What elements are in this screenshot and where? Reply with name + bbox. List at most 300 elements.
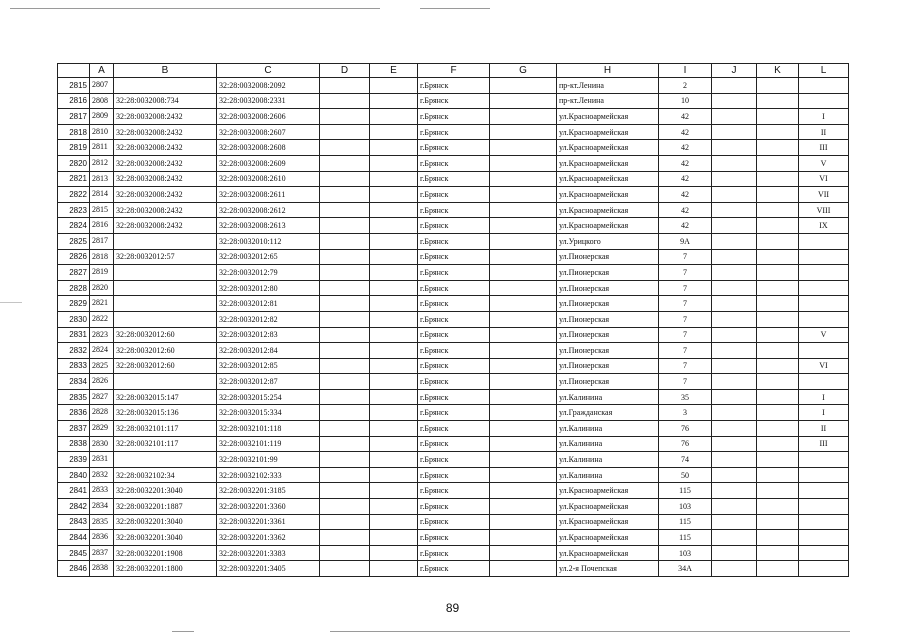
cell-i[interactable]: 35 xyxy=(659,389,712,405)
cell-f[interactable]: г.Брянск xyxy=(418,499,490,515)
cell-c[interactable]: 32:28:0032012:82 xyxy=(217,311,320,327)
row-number[interactable]: 2825 xyxy=(58,233,90,249)
cell-l[interactable] xyxy=(799,452,849,468)
cell-l[interactable] xyxy=(799,483,849,499)
cell-c[interactable]: 32:28:0032008:2609 xyxy=(217,155,320,171)
cell-a[interactable]: 2808 xyxy=(90,93,114,109)
cell-e[interactable] xyxy=(370,452,418,468)
cell-d[interactable] xyxy=(320,514,370,530)
cell-l[interactable] xyxy=(799,296,849,312)
cell-a[interactable]: 2822 xyxy=(90,311,114,327)
cell-h[interactable]: пр-кт.Ленина xyxy=(557,93,659,109)
cell-b[interactable]: 32:28:0032012:60 xyxy=(114,343,217,359)
cell-b[interactable]: 32:28:0032008:2432 xyxy=(114,140,217,156)
cell-l[interactable]: VI xyxy=(799,171,849,187)
cell-f[interactable]: г.Брянск xyxy=(418,405,490,421)
cell-f[interactable]: г.Брянск xyxy=(418,530,490,546)
cell-c[interactable]: 32:28:0032008:2608 xyxy=(217,140,320,156)
cell-d[interactable] xyxy=(320,327,370,343)
cell-h[interactable]: ул.Красноармейская xyxy=(557,155,659,171)
cell-f[interactable]: г.Брянск xyxy=(418,280,490,296)
cell-f[interactable]: г.Брянск xyxy=(418,467,490,483)
cell-l[interactable] xyxy=(799,265,849,281)
cell-d[interactable] xyxy=(320,218,370,234)
cell-k[interactable] xyxy=(757,374,799,390)
cell-h[interactable]: ул.2-я Почепская xyxy=(557,561,659,577)
cell-h[interactable]: ул.Красноармейская xyxy=(557,187,659,203)
cell-b[interactable] xyxy=(114,265,217,281)
cell-j[interactable] xyxy=(712,545,757,561)
cell-c[interactable]: 32:28:0032012:85 xyxy=(217,358,320,374)
cell-i[interactable]: 42 xyxy=(659,202,712,218)
cell-a[interactable]: 2810 xyxy=(90,124,114,140)
cell-g[interactable] xyxy=(490,78,557,94)
cell-a[interactable]: 2825 xyxy=(90,358,114,374)
cell-e[interactable] xyxy=(370,421,418,437)
cell-g[interactable] xyxy=(490,280,557,296)
cell-e[interactable] xyxy=(370,561,418,577)
cell-h[interactable]: ул.Калинина xyxy=(557,389,659,405)
cell-d[interactable] xyxy=(320,343,370,359)
cell-g[interactable] xyxy=(490,155,557,171)
cell-l[interactable]: VIII xyxy=(799,202,849,218)
cell-l[interactable] xyxy=(799,499,849,515)
cell-e[interactable] xyxy=(370,233,418,249)
cell-k[interactable] xyxy=(757,499,799,515)
cell-k[interactable] xyxy=(757,187,799,203)
cell-d[interactable] xyxy=(320,530,370,546)
cell-f[interactable]: г.Брянск xyxy=(418,452,490,468)
cell-e[interactable] xyxy=(370,218,418,234)
cell-j[interactable] xyxy=(712,124,757,140)
cell-f[interactable]: г.Брянск xyxy=(418,249,490,265)
cell-c[interactable]: 32:28:0032008:2613 xyxy=(217,218,320,234)
cell-k[interactable] xyxy=(757,280,799,296)
cell-j[interactable] xyxy=(712,296,757,312)
cell-f[interactable]: г.Брянск xyxy=(418,343,490,359)
cell-e[interactable] xyxy=(370,499,418,515)
cell-k[interactable] xyxy=(757,296,799,312)
cell-e[interactable] xyxy=(370,483,418,499)
cell-j[interactable] xyxy=(712,187,757,203)
cell-k[interactable] xyxy=(757,249,799,265)
cell-h[interactable]: ул.Пионерская xyxy=(557,327,659,343)
cell-j[interactable] xyxy=(712,421,757,437)
column-header-k[interactable]: K xyxy=(757,64,799,78)
cell-h[interactable]: ул.Красноармейская xyxy=(557,140,659,156)
cell-b[interactable]: 32:28:0032012:57 xyxy=(114,249,217,265)
row-number[interactable]: 2830 xyxy=(58,311,90,327)
cell-k[interactable] xyxy=(757,561,799,577)
cell-a[interactable]: 2834 xyxy=(90,499,114,515)
column-header-l[interactable]: L xyxy=(799,64,849,78)
cell-l[interactable]: I xyxy=(799,405,849,421)
cell-k[interactable] xyxy=(757,218,799,234)
row-number[interactable]: 2841 xyxy=(58,483,90,499)
cell-f[interactable]: г.Брянск xyxy=(418,421,490,437)
cell-d[interactable] xyxy=(320,155,370,171)
cell-d[interactable] xyxy=(320,467,370,483)
cell-c[interactable]: 32:28:0032012:81 xyxy=(217,296,320,312)
cell-h[interactable]: ул.Красноармейская xyxy=(557,483,659,499)
cell-f[interactable]: г.Брянск xyxy=(418,389,490,405)
cell-j[interactable] xyxy=(712,467,757,483)
cell-l[interactable] xyxy=(799,311,849,327)
cell-f[interactable]: г.Брянск xyxy=(418,171,490,187)
cell-c[interactable]: 32:28:0032101:118 xyxy=(217,421,320,437)
cell-b[interactable]: 32:28:0032012:60 xyxy=(114,358,217,374)
cell-b[interactable]: 32:28:0032008:734 xyxy=(114,93,217,109)
cell-f[interactable]: г.Брянск xyxy=(418,545,490,561)
cell-h[interactable]: ул.Пионерская xyxy=(557,374,659,390)
cell-i[interactable]: 2 xyxy=(659,78,712,94)
cell-b[interactable]: 32:28:0032015:136 xyxy=(114,405,217,421)
cell-d[interactable] xyxy=(320,187,370,203)
row-number[interactable]: 2843 xyxy=(58,514,90,530)
cell-d[interactable] xyxy=(320,389,370,405)
cell-a[interactable]: 2821 xyxy=(90,296,114,312)
cell-b[interactable] xyxy=(114,78,217,94)
cell-l[interactable] xyxy=(799,545,849,561)
cell-f[interactable]: г.Брянск xyxy=(418,483,490,499)
row-number[interactable]: 2833 xyxy=(58,358,90,374)
row-number[interactable]: 2829 xyxy=(58,296,90,312)
cell-j[interactable] xyxy=(712,109,757,125)
cell-j[interactable] xyxy=(712,530,757,546)
cell-k[interactable] xyxy=(757,327,799,343)
cell-d[interactable] xyxy=(320,358,370,374)
cell-h[interactable]: ул.Калинина xyxy=(557,421,659,437)
cell-j[interactable] xyxy=(712,218,757,234)
row-number[interactable]: 2837 xyxy=(58,421,90,437)
cell-b[interactable]: 32:28:0032201:1800 xyxy=(114,561,217,577)
cell-e[interactable] xyxy=(370,389,418,405)
cell-j[interactable] xyxy=(712,389,757,405)
cell-d[interactable] xyxy=(320,202,370,218)
row-number[interactable]: 2820 xyxy=(58,155,90,171)
row-number[interactable]: 2817 xyxy=(58,109,90,125)
cell-h[interactable]: ул.Красноармейская xyxy=(557,202,659,218)
cell-k[interactable] xyxy=(757,452,799,468)
cell-j[interactable] xyxy=(712,171,757,187)
cell-k[interactable] xyxy=(757,140,799,156)
cell-d[interactable] xyxy=(320,233,370,249)
row-number[interactable]: 2818 xyxy=(58,124,90,140)
cell-a[interactable]: 2820 xyxy=(90,280,114,296)
cell-i[interactable]: 42 xyxy=(659,187,712,203)
cell-k[interactable] xyxy=(757,483,799,499)
cell-d[interactable] xyxy=(320,171,370,187)
cell-k[interactable] xyxy=(757,405,799,421)
cell-a[interactable]: 2815 xyxy=(90,202,114,218)
cell-h[interactable]: пр-кт.Ленина xyxy=(557,78,659,94)
row-number[interactable]: 2822 xyxy=(58,187,90,203)
cell-g[interactable] xyxy=(490,389,557,405)
cell-j[interactable] xyxy=(712,561,757,577)
cell-c[interactable]: 32:28:0032201:3361 xyxy=(217,514,320,530)
cell-a[interactable]: 2811 xyxy=(90,140,114,156)
cell-l[interactable]: VI xyxy=(799,358,849,374)
cell-e[interactable] xyxy=(370,155,418,171)
cell-e[interactable] xyxy=(370,311,418,327)
cell-i[interactable]: 42 xyxy=(659,155,712,171)
cell-i[interactable]: 42 xyxy=(659,124,712,140)
column-header-j[interactable]: J xyxy=(712,64,757,78)
cell-l[interactable]: IX xyxy=(799,218,849,234)
row-number[interactable]: 2828 xyxy=(58,280,90,296)
cell-c[interactable]: 32:28:0032008:2612 xyxy=(217,202,320,218)
cell-h[interactable]: ул.Пионерская xyxy=(557,296,659,312)
cell-j[interactable] xyxy=(712,436,757,452)
cell-l[interactable]: III xyxy=(799,436,849,452)
cell-i[interactable]: 9А xyxy=(659,233,712,249)
cell-k[interactable] xyxy=(757,514,799,530)
cell-c[interactable]: 32:28:0032101:119 xyxy=(217,436,320,452)
column-header-f[interactable]: F xyxy=(418,64,490,78)
cell-i[interactable]: 115 xyxy=(659,483,712,499)
row-number[interactable]: 2815 xyxy=(58,78,90,94)
cell-b[interactable]: 32:28:0032008:2432 xyxy=(114,155,217,171)
row-number[interactable]: 2821 xyxy=(58,171,90,187)
cell-e[interactable] xyxy=(370,124,418,140)
row-number[interactable]: 2816 xyxy=(58,93,90,109)
cell-i[interactable]: 42 xyxy=(659,109,712,125)
cell-e[interactable] xyxy=(370,171,418,187)
cell-d[interactable] xyxy=(320,483,370,499)
cell-c[interactable]: 32:28:0032201:3362 xyxy=(217,530,320,546)
cell-g[interactable] xyxy=(490,374,557,390)
cell-c[interactable]: 32:28:0032201:3360 xyxy=(217,499,320,515)
cell-l[interactable] xyxy=(799,530,849,546)
row-number[interactable]: 2831 xyxy=(58,327,90,343)
cell-a[interactable]: 2837 xyxy=(90,545,114,561)
cell-h[interactable]: ул.Пионерская xyxy=(557,280,659,296)
cell-d[interactable] xyxy=(320,452,370,468)
cell-c[interactable]: 32:28:0032015:254 xyxy=(217,389,320,405)
cell-c[interactable]: 32:28:0032015:334 xyxy=(217,405,320,421)
cell-g[interactable] xyxy=(490,171,557,187)
cell-f[interactable]: г.Брянск xyxy=(418,218,490,234)
cell-j[interactable] xyxy=(712,155,757,171)
cell-k[interactable] xyxy=(757,545,799,561)
cell-j[interactable] xyxy=(712,202,757,218)
cell-d[interactable] xyxy=(320,109,370,125)
cell-c[interactable]: 32:28:0032008:2092 xyxy=(217,78,320,94)
cell-j[interactable] xyxy=(712,452,757,468)
cell-i[interactable]: 103 xyxy=(659,545,712,561)
cell-a[interactable]: 2835 xyxy=(90,514,114,530)
cell-e[interactable] xyxy=(370,93,418,109)
cell-k[interactable] xyxy=(757,467,799,483)
cell-c[interactable]: 32:28:0032008:2331 xyxy=(217,93,320,109)
cell-e[interactable] xyxy=(370,530,418,546)
cell-h[interactable]: ул.Красноармейская xyxy=(557,171,659,187)
cell-j[interactable] xyxy=(712,514,757,530)
cell-d[interactable] xyxy=(320,499,370,515)
cell-j[interactable] xyxy=(712,483,757,499)
cell-j[interactable] xyxy=(712,358,757,374)
cell-b[interactable]: 32:28:0032008:2432 xyxy=(114,109,217,125)
cell-d[interactable] xyxy=(320,265,370,281)
cell-k[interactable] xyxy=(757,171,799,187)
cell-b[interactable]: 32:28:0032201:3040 xyxy=(114,530,217,546)
cell-b[interactable]: 32:28:0032102:34 xyxy=(114,467,217,483)
cell-c[interactable]: 32:28:0032201:3405 xyxy=(217,561,320,577)
cell-g[interactable] xyxy=(490,187,557,203)
cell-g[interactable] xyxy=(490,436,557,452)
cell-g[interactable] xyxy=(490,249,557,265)
column-header-e[interactable]: E xyxy=(370,64,418,78)
cell-l[interactable] xyxy=(799,467,849,483)
cell-i[interactable]: 7 xyxy=(659,374,712,390)
cell-e[interactable] xyxy=(370,202,418,218)
cell-j[interactable] xyxy=(712,311,757,327)
cell-i[interactable]: 76 xyxy=(659,421,712,437)
row-number[interactable]: 2832 xyxy=(58,343,90,359)
cell-a[interactable]: 2812 xyxy=(90,155,114,171)
cell-h[interactable]: ул.Пионерская xyxy=(557,358,659,374)
cell-b[interactable] xyxy=(114,374,217,390)
cell-e[interactable] xyxy=(370,545,418,561)
cell-j[interactable] xyxy=(712,93,757,109)
cell-g[interactable] xyxy=(490,561,557,577)
cell-f[interactable]: г.Брянск xyxy=(418,93,490,109)
cell-g[interactable] xyxy=(490,452,557,468)
cell-f[interactable]: г.Брянск xyxy=(418,311,490,327)
cell-a[interactable]: 2817 xyxy=(90,233,114,249)
cell-g[interactable] xyxy=(490,296,557,312)
row-number[interactable]: 2845 xyxy=(58,545,90,561)
cell-h[interactable]: ул.Пионерская xyxy=(557,311,659,327)
cell-c[interactable]: 32:28:0032012:65 xyxy=(217,249,320,265)
row-number[interactable]: 2838 xyxy=(58,436,90,452)
cell-c[interactable]: 32:28:0032201:3185 xyxy=(217,483,320,499)
cell-l[interactable] xyxy=(799,78,849,94)
cell-g[interactable] xyxy=(490,140,557,156)
cell-i[interactable]: 7 xyxy=(659,343,712,359)
cell-e[interactable] xyxy=(370,109,418,125)
cell-i[interactable]: 115 xyxy=(659,514,712,530)
cell-g[interactable] xyxy=(490,483,557,499)
cell-l[interactable]: III xyxy=(799,140,849,156)
cell-j[interactable] xyxy=(712,374,757,390)
cell-c[interactable]: 32:28:0032201:3383 xyxy=(217,545,320,561)
cell-d[interactable] xyxy=(320,280,370,296)
cell-f[interactable]: г.Брянск xyxy=(418,327,490,343)
cell-e[interactable] xyxy=(370,265,418,281)
cell-f[interactable]: г.Брянск xyxy=(418,374,490,390)
column-header-g[interactable]: G xyxy=(490,64,557,78)
cell-a[interactable]: 2838 xyxy=(90,561,114,577)
cell-b[interactable]: 32:28:0032008:2432 xyxy=(114,187,217,203)
cell-k[interactable] xyxy=(757,265,799,281)
cell-d[interactable] xyxy=(320,311,370,327)
cell-h[interactable]: ул.Пионерская xyxy=(557,265,659,281)
column-header-h[interactable]: H xyxy=(557,64,659,78)
cell-j[interactable] xyxy=(712,265,757,281)
cell-e[interactable] xyxy=(370,358,418,374)
cell-b[interactable] xyxy=(114,233,217,249)
cell-i[interactable]: 74 xyxy=(659,452,712,468)
cell-d[interactable] xyxy=(320,374,370,390)
cell-a[interactable]: 2829 xyxy=(90,421,114,437)
cell-a[interactable]: 2809 xyxy=(90,109,114,125)
cell-d[interactable] xyxy=(320,93,370,109)
corner-header[interactable] xyxy=(58,64,90,78)
cell-b[interactable]: 32:28:0032201:3040 xyxy=(114,514,217,530)
cell-a[interactable]: 2832 xyxy=(90,467,114,483)
cell-h[interactable]: ул.Пионерская xyxy=(557,249,659,265)
cell-e[interactable] xyxy=(370,140,418,156)
cell-l[interactable]: V xyxy=(799,327,849,343)
column-header-d[interactable]: D xyxy=(320,64,370,78)
cell-c[interactable]: 32:28:0032008:2606 xyxy=(217,109,320,125)
cell-h[interactable]: ул.Красноармейская xyxy=(557,530,659,546)
row-number[interactable]: 2823 xyxy=(58,202,90,218)
cell-h[interactable]: ул.Красноармейская xyxy=(557,218,659,234)
cell-k[interactable] xyxy=(757,358,799,374)
cell-i[interactable]: 115 xyxy=(659,530,712,546)
cell-l[interactable] xyxy=(799,561,849,577)
cell-g[interactable] xyxy=(490,327,557,343)
cell-f[interactable]: г.Брянск xyxy=(418,109,490,125)
cell-b[interactable]: 32:28:0032101:117 xyxy=(114,436,217,452)
cell-b[interactable] xyxy=(114,296,217,312)
cell-b[interactable]: 32:28:0032008:2432 xyxy=(114,124,217,140)
cell-l[interactable]: II xyxy=(799,421,849,437)
cell-g[interactable] xyxy=(490,358,557,374)
cell-a[interactable]: 2823 xyxy=(90,327,114,343)
cell-j[interactable] xyxy=(712,499,757,515)
cell-c[interactable]: 32:28:0032008:2610 xyxy=(217,171,320,187)
cell-k[interactable] xyxy=(757,421,799,437)
cell-b[interactable]: 32:28:0032015:147 xyxy=(114,389,217,405)
cell-f[interactable]: г.Брянск xyxy=(418,202,490,218)
cell-f[interactable]: г.Брянск xyxy=(418,187,490,203)
cell-b[interactable]: 32:28:0032008:2432 xyxy=(114,202,217,218)
cell-b[interactable]: 32:28:0032008:2432 xyxy=(114,218,217,234)
cell-g[interactable] xyxy=(490,421,557,437)
cell-f[interactable]: г.Брянск xyxy=(418,265,490,281)
cell-f[interactable]: г.Брянск xyxy=(418,124,490,140)
column-header-i[interactable]: I xyxy=(659,64,712,78)
cell-b[interactable]: 32:28:0032201:1887 xyxy=(114,499,217,515)
cell-k[interactable] xyxy=(757,109,799,125)
cell-k[interactable] xyxy=(757,78,799,94)
cell-b[interactable] xyxy=(114,452,217,468)
row-number[interactable]: 2839 xyxy=(58,452,90,468)
cell-g[interactable] xyxy=(490,202,557,218)
cell-f[interactable]: г.Брянск xyxy=(418,296,490,312)
cell-c[interactable]: 32:28:0032010:112 xyxy=(217,233,320,249)
cell-a[interactable]: 2828 xyxy=(90,405,114,421)
cell-g[interactable] xyxy=(490,218,557,234)
cell-h[interactable]: ул.Красноармейская xyxy=(557,499,659,515)
cell-b[interactable]: 32:28:0032201:1908 xyxy=(114,545,217,561)
cell-d[interactable] xyxy=(320,140,370,156)
cell-b[interactable]: 32:28:0032012:60 xyxy=(114,327,217,343)
cell-l[interactable] xyxy=(799,93,849,109)
cell-g[interactable] xyxy=(490,93,557,109)
cell-d[interactable] xyxy=(320,436,370,452)
cell-d[interactable] xyxy=(320,124,370,140)
cell-f[interactable]: г.Брянск xyxy=(418,78,490,94)
cell-a[interactable]: 2814 xyxy=(90,187,114,203)
cell-l[interactable]: V xyxy=(799,155,849,171)
cell-i[interactable]: 7 xyxy=(659,249,712,265)
cell-e[interactable] xyxy=(370,327,418,343)
cell-l[interactable]: I xyxy=(799,109,849,125)
